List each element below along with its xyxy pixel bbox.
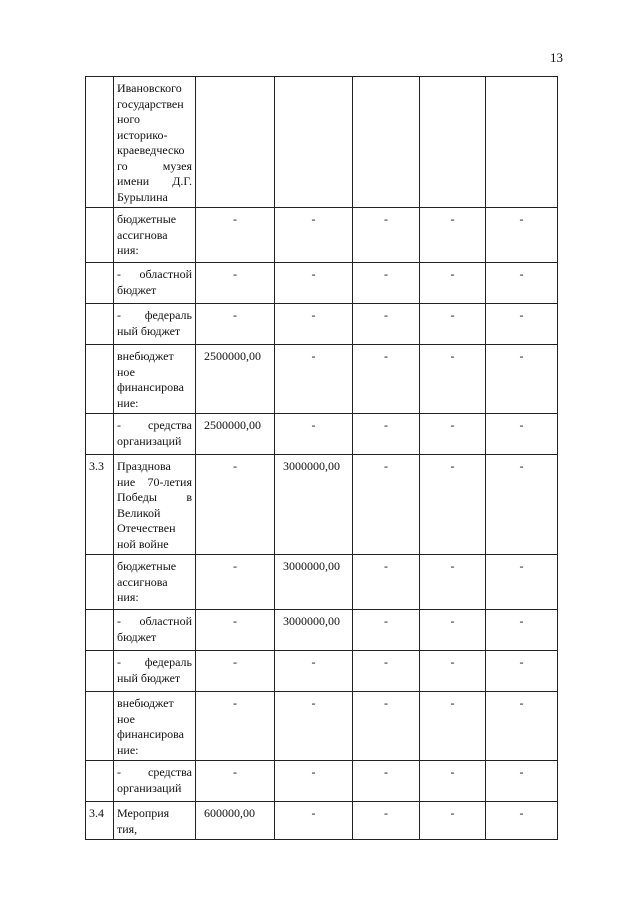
row-value: - [275,208,353,263]
row-label: - средства организаций [114,761,196,802]
table-row [86,692,558,761]
row-value: - [420,610,486,651]
row-value: - [353,208,420,263]
row-value: - [486,345,558,414]
row-value: - [353,455,420,555]
row-label: бюджетные ассигнова ния: [114,208,196,263]
row-value: - [275,802,353,840]
table-row [86,651,558,692]
row-value: - [196,455,275,555]
row-number [86,414,114,455]
row-value: - [353,555,420,610]
row-value: - [486,761,558,802]
row-value: - [196,651,275,692]
row-value: - [275,651,353,692]
row-value: - [353,692,420,761]
row-value [353,77,420,208]
row-value: 600000,00 [196,802,275,840]
row-number [86,77,114,208]
table-row [86,455,558,555]
row-number [86,345,114,414]
row-value: - [353,414,420,455]
row-value: - [353,651,420,692]
row-value: - [353,610,420,651]
budget-table [85,76,558,840]
row-value: - [196,692,275,761]
row-value: - [275,761,353,802]
row-value: - [196,263,275,304]
row-number [86,208,114,263]
table-row [86,761,558,802]
row-label: Празднова ние 70-летия Победы в Великой Отечествен ной войне [114,455,196,555]
row-value: - [420,304,486,345]
table-row [86,345,558,414]
row-value: - [353,304,420,345]
row-value: 3000000,00 [275,555,353,610]
row-label: бюджетные ассигнова ния: [114,555,196,610]
row-number: 3.3 [86,455,114,555]
row-value: - [196,761,275,802]
row-value: - [420,414,486,455]
row-number [86,651,114,692]
row-number: 3.4 [86,802,114,840]
row-value: - [196,610,275,651]
row-value: - [486,208,558,263]
row-value: - [486,555,558,610]
row-value: - [486,692,558,761]
row-value: - [486,610,558,651]
row-number [86,610,114,651]
row-label: внебюджет ное финансирова ние: [114,692,196,761]
row-value [420,77,486,208]
row-value: - [275,345,353,414]
row-value: - [420,208,486,263]
row-label: - федераль ный бюджет [114,304,196,345]
table-row [86,304,558,345]
row-value: - [275,692,353,761]
row-label: Ивановского государствен ного историко-краеведческо го музея имени Д.Г. Бурылина [114,77,196,208]
row-value: 2500000,00 [196,414,275,455]
table-row [86,77,558,208]
row-value: - [275,304,353,345]
row-number [86,555,114,610]
row-value [196,77,275,208]
row-value: - [275,414,353,455]
table-row [86,208,558,263]
budget-table-body [86,77,558,840]
row-label: - областной бюджет [114,263,196,304]
row-value: - [420,651,486,692]
row-value: - [275,263,353,304]
row-value: - [353,761,420,802]
row-value: - [486,651,558,692]
row-label: Мероприя тия, [114,802,196,840]
table-row [86,802,558,840]
row-value: - [420,263,486,304]
row-value: - [196,304,275,345]
row-value: - [486,455,558,555]
row-label: - федераль ный бюджет [114,651,196,692]
row-value [486,77,558,208]
row-value: - [353,802,420,840]
row-value: - [420,802,486,840]
row-value: - [420,345,486,414]
table-row [86,555,558,610]
row-value: - [486,802,558,840]
row-value [275,77,353,208]
row-number [86,761,114,802]
row-label: внебюджет ное финансирова ние: [114,345,196,414]
row-label: - областной бюджет [114,610,196,651]
row-number [86,263,114,304]
table-row [86,610,558,651]
row-value: - [486,304,558,345]
row-value: - [353,263,420,304]
row-value: - [486,414,558,455]
row-value: - [420,455,486,555]
row-value: 2500000,00 [196,345,275,414]
page-number: 13 [550,50,563,65]
row-value: - [196,208,275,263]
row-value: - [420,761,486,802]
row-value: 3000000,00 [275,455,353,555]
row-value: - [486,263,558,304]
row-number [86,304,114,345]
row-value: - [353,345,420,414]
row-value: 3000000,00 [275,610,353,651]
row-number [86,692,114,761]
row-value: - [420,692,486,761]
table-row [86,263,558,304]
row-label: - средства организаций [114,414,196,455]
table-row [86,414,558,455]
row-value: - [420,555,486,610]
row-value: - [196,555,275,610]
